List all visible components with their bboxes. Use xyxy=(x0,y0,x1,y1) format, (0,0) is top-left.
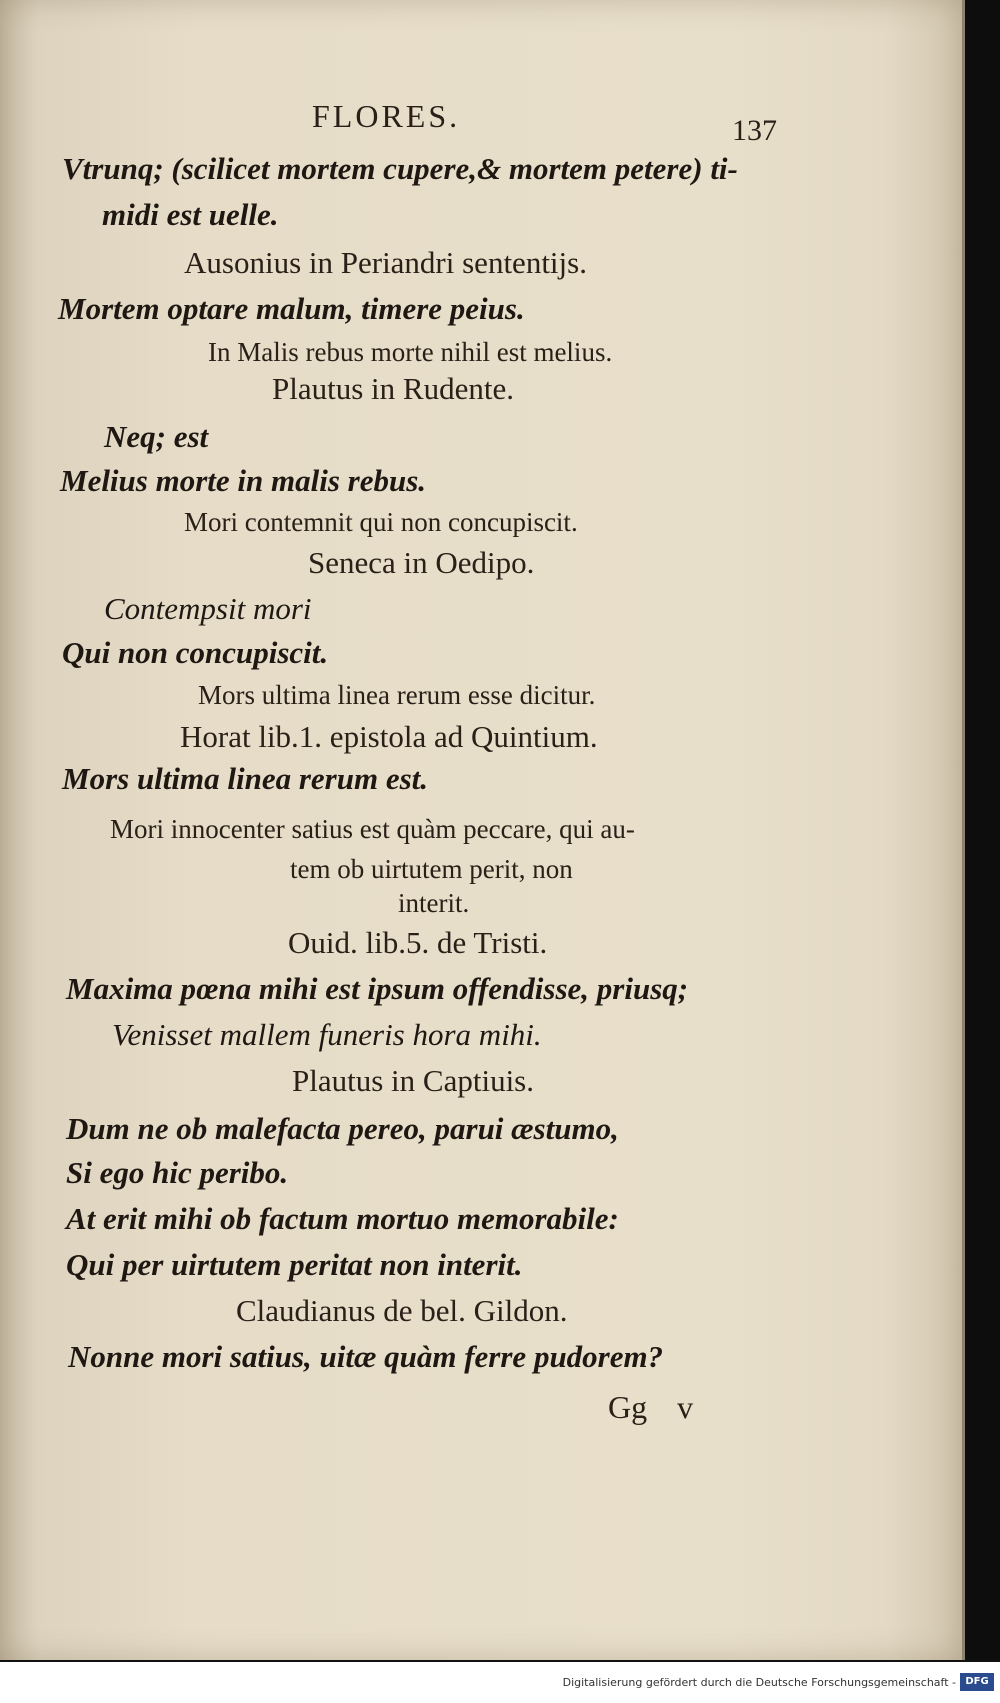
text-line: midi est uelle. xyxy=(102,197,279,232)
source-heading: Seneca in Oedipo. xyxy=(308,545,535,580)
text-line: interit. xyxy=(398,888,470,918)
source-heading: Plautus in Captiuis. xyxy=(292,1063,534,1098)
text-line: At erit mihi ob factum mortuo memorabile: xyxy=(66,1201,619,1236)
text-line: Venisset mallem funeris hora mihi. xyxy=(112,1017,542,1052)
text-line: Qui per uirtutem peritat non interit. xyxy=(66,1247,523,1282)
text-line: Si ego hic peribo. xyxy=(66,1155,289,1190)
text-line: Mors ultima linea rerum esse dicitur. xyxy=(198,680,596,710)
source-heading: Plautus in Rudente. xyxy=(272,371,514,406)
text-line: Mors ultima linea rerum est. xyxy=(62,761,429,796)
text-line: Mortem optare malum, timere peius. xyxy=(58,291,525,326)
text-line: Mori innocenter satius est quàm peccare, qui au- xyxy=(110,814,635,844)
source-heading: Claudianus de bel. Gildon. xyxy=(236,1293,568,1328)
text-line: Vtrunq; (scilicet mortem cupere,& mortem petere) ti- xyxy=(62,151,738,186)
text-line: Melius morte in malis rebus. xyxy=(60,463,427,498)
text-line: Nonne mori satius, uitæ quàm ferre pudorem? xyxy=(68,1339,664,1374)
page-edge-shadow xyxy=(965,0,1000,1660)
page-number: 137 xyxy=(732,114,777,147)
text-line: Neq; est xyxy=(104,419,209,454)
signature-mark: Gg v xyxy=(608,1389,694,1425)
running-title: FLORES. xyxy=(312,98,461,134)
text-line: In Malis rebus morte nihil est melius. xyxy=(208,337,613,367)
text-line: Contempsit mori xyxy=(104,591,312,626)
footer-bar xyxy=(0,1662,1000,1703)
source-heading: Ouid. lib.5. de Tristi. xyxy=(288,925,548,960)
text-line: Qui non concupiscit. xyxy=(62,635,329,670)
text-line: Mori contemnit qui non concupiscit. xyxy=(184,507,578,537)
dfg-logo: DFG xyxy=(960,1673,994,1691)
text-line: Maxima pœna mihi est ipsum offendisse, priusq; xyxy=(66,971,689,1006)
text-line: Dum ne ob malefacta pereo, parui æstumo, xyxy=(66,1111,619,1146)
source-heading: Ausonius in Periandri sententijs. xyxy=(184,245,587,280)
source-heading: Horat lib.1. epistola ad Quintium. xyxy=(180,719,598,754)
text-line: tem ob uirtutem perit, non xyxy=(290,854,573,884)
footer-credit: Digitalisierung gefördert durch die Deutsche Forschungsgemeinschaft - xyxy=(562,1676,956,1689)
